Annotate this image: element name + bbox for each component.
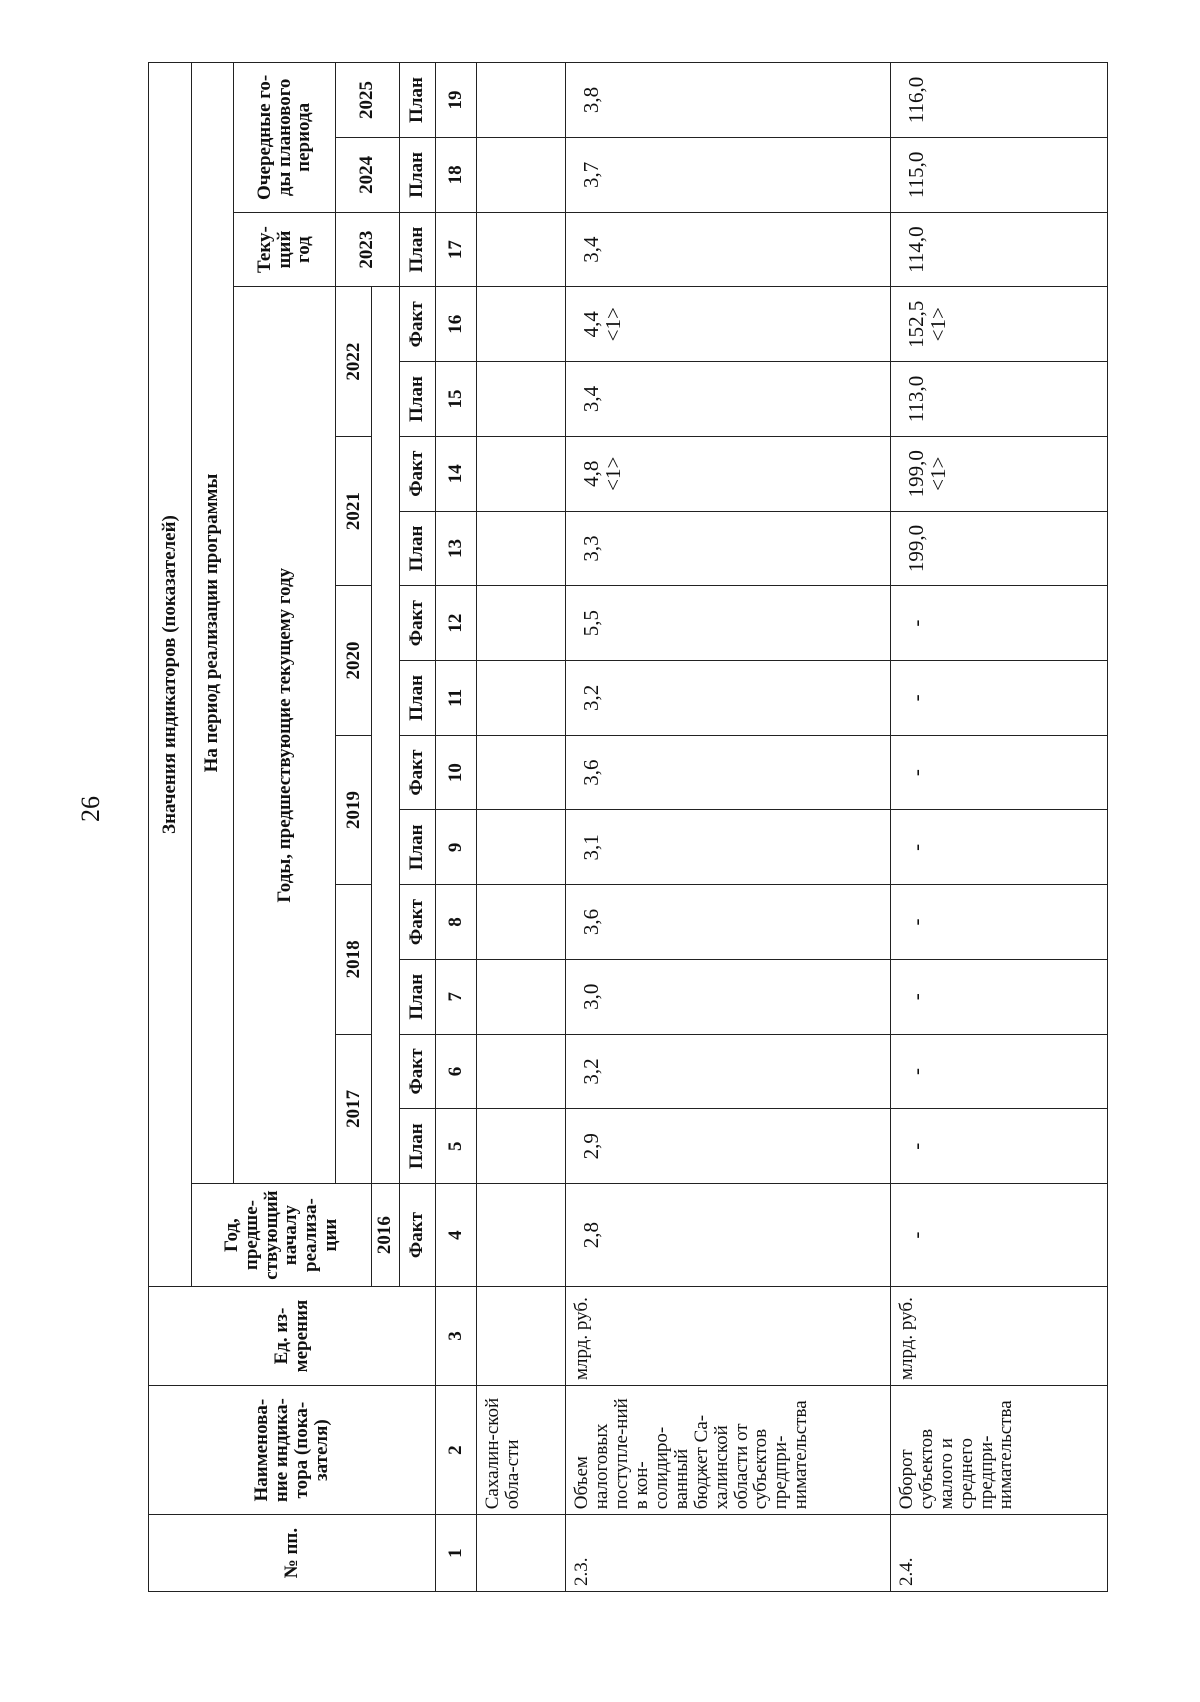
- value-cell: 2,8: [566, 1184, 891, 1287]
- column-number: 2: [436, 1386, 477, 1515]
- indicator-table: [148, 62, 1108, 1592]
- value-cell: -: [890, 959, 1107, 1034]
- value-cell: [476, 212, 565, 287]
- plan-fact-label: План: [399, 138, 436, 213]
- plan-fact-label: План: [399, 810, 436, 885]
- plan-fact-label: План: [399, 959, 436, 1034]
- plan-fact-label: Факт: [399, 735, 436, 810]
- value-cell: 5,5: [566, 586, 891, 661]
- value-cell: 3,7: [566, 138, 891, 213]
- indicator-name: Оборот субъектов малого и среднего предпри-нимательства: [890, 1386, 1107, 1515]
- value-cell: 114,0: [890, 212, 1107, 287]
- value-cell: 4,4 <1>: [566, 287, 891, 362]
- row-number: 2.3.: [566, 1515, 891, 1592]
- column-number: 17: [436, 212, 477, 287]
- value-cell: 3,0: [566, 959, 891, 1034]
- value-cell: -: [890, 735, 1107, 810]
- value-cell: 3,6: [566, 885, 891, 960]
- value-cell: 116,0: [890, 63, 1107, 138]
- year-2023: 2023: [335, 212, 399, 287]
- plan-fact-label: Факт: [399, 885, 436, 960]
- plan-fact-label: План: [399, 511, 436, 586]
- value-cell: [476, 810, 565, 885]
- value-cell: [476, 661, 565, 736]
- column-number: 13: [436, 511, 477, 586]
- header-prior-year: Год, предше-ствующий началу реализа-ции: [191, 1184, 372, 1287]
- value-cell: 3,2: [566, 661, 891, 736]
- table-row: [890, 63, 1107, 1592]
- plan-fact-label: План: [399, 63, 436, 138]
- header-col-name: Наименова-ние индика-тора (пока-зателя): [149, 1386, 436, 1515]
- column-number: 18: [436, 138, 477, 213]
- value-cell: 3,4: [566, 362, 891, 437]
- page-number: 26: [76, 796, 105, 822]
- indicator-table-wrapper: [148, 62, 1108, 1592]
- column-number: 7: [436, 959, 477, 1034]
- column-number: 15: [436, 362, 477, 437]
- indicator-name: Объем налоговых поступле-ний в кон-солидиро-ванный бюджет Са-халинской области от субъектов предпри-нимательства: [566, 1386, 891, 1515]
- table-row: [476, 63, 565, 1592]
- header-next-years: Очередные го-ды планового периода: [234, 63, 335, 213]
- table-row: [566, 63, 891, 1592]
- value-cell: [476, 959, 565, 1034]
- value-cell: [476, 511, 565, 586]
- value-cell: 152,5 <1>: [890, 287, 1107, 362]
- column-number: 9: [436, 810, 477, 885]
- value-cell: 115,0: [890, 138, 1107, 213]
- plan-fact-label: Факт: [399, 1034, 436, 1109]
- value-cell: [476, 362, 565, 437]
- value-cell: [476, 63, 565, 138]
- value-cell: [476, 1184, 565, 1287]
- value-cell: [476, 586, 565, 661]
- plan-fact-label: Факт: [399, 287, 436, 362]
- column-number: 1: [436, 1515, 477, 1592]
- row-number: [476, 1515, 565, 1592]
- column-number: 14: [436, 436, 477, 511]
- value-cell: -: [890, 661, 1107, 736]
- year-2019: 2019: [335, 735, 372, 884]
- year-2025: 2025: [335, 63, 399, 138]
- value-cell: [476, 1109, 565, 1184]
- column-number: 10: [436, 735, 477, 810]
- value-cell: [476, 138, 565, 213]
- value-cell: -: [890, 810, 1107, 885]
- plan-fact-label: План: [399, 1109, 436, 1184]
- value-cell: [476, 1034, 565, 1109]
- column-number: 5: [436, 1109, 477, 1184]
- value-cell: 3,4: [566, 212, 891, 287]
- value-cell: [476, 735, 565, 810]
- unit: млрд. руб.: [890, 1287, 1107, 1386]
- header-col-unit: Ед. из-мерения: [149, 1287, 436, 1386]
- column-number: 12: [436, 586, 477, 661]
- plan-fact-label: Факт: [399, 586, 436, 661]
- column-number: 11: [436, 661, 477, 736]
- value-cell: -: [890, 1034, 1107, 1109]
- plan-fact-label: Факт: [399, 1184, 436, 1287]
- year-2018: 2018: [335, 885, 372, 1034]
- year-2022: 2022: [335, 287, 372, 436]
- header-col-no: № пп.: [149, 1515, 436, 1592]
- value-cell: 3,8: [566, 63, 891, 138]
- column-number: 19: [436, 63, 477, 138]
- value-cell: [476, 436, 565, 511]
- value-cell: 3,6: [566, 735, 891, 810]
- value-cell: 2,9: [566, 1109, 891, 1184]
- value-cell: [476, 885, 565, 960]
- value-cell: 199,0 <1>: [890, 436, 1107, 511]
- value-cell: -: [890, 885, 1107, 960]
- header-period-group: На период реализации программы: [191, 63, 234, 1184]
- column-number: 16: [436, 287, 477, 362]
- value-cell: 3,3: [566, 511, 891, 586]
- header-years-before: Годы, предшествующие текущему году: [234, 287, 335, 1184]
- column-number-row: [436, 63, 477, 1592]
- indicator-name: Сахалин-ской обла-сти: [476, 1386, 565, 1515]
- column-number: 3: [436, 1287, 477, 1386]
- value-cell: 4,8 <1>: [566, 436, 891, 511]
- unit: [476, 1287, 565, 1386]
- value-cell: -: [890, 586, 1107, 661]
- column-number: 4: [436, 1184, 477, 1287]
- plan-fact-label: План: [399, 661, 436, 736]
- plan-fact-label: План: [399, 212, 436, 287]
- value-cell: 113,0: [890, 362, 1107, 437]
- column-number: 6: [436, 1034, 477, 1109]
- header-current-year: Теку-щий год: [234, 212, 335, 287]
- year-2021: 2021: [335, 436, 372, 585]
- header-values-group: Значения индикаторов (показателей): [149, 63, 192, 1287]
- value-cell: -: [890, 1184, 1107, 1287]
- value-cell: [476, 287, 565, 362]
- value-cell: 3,1: [566, 810, 891, 885]
- value-cell: 199,0: [890, 511, 1107, 586]
- year-2016: 2016: [372, 1184, 399, 1287]
- value-cell: 3,2: [566, 1034, 891, 1109]
- year-2020: 2020: [335, 586, 372, 735]
- plan-fact-label: Факт: [399, 436, 436, 511]
- plan-fact-label: План: [399, 362, 436, 437]
- column-number: 8: [436, 885, 477, 960]
- unit: млрд. руб.: [566, 1287, 891, 1386]
- row-number: 2.4.: [890, 1515, 1107, 1592]
- value-cell: -: [890, 1109, 1107, 1184]
- year-2017: 2017: [335, 1034, 372, 1183]
- year-2024: 2024: [335, 138, 399, 213]
